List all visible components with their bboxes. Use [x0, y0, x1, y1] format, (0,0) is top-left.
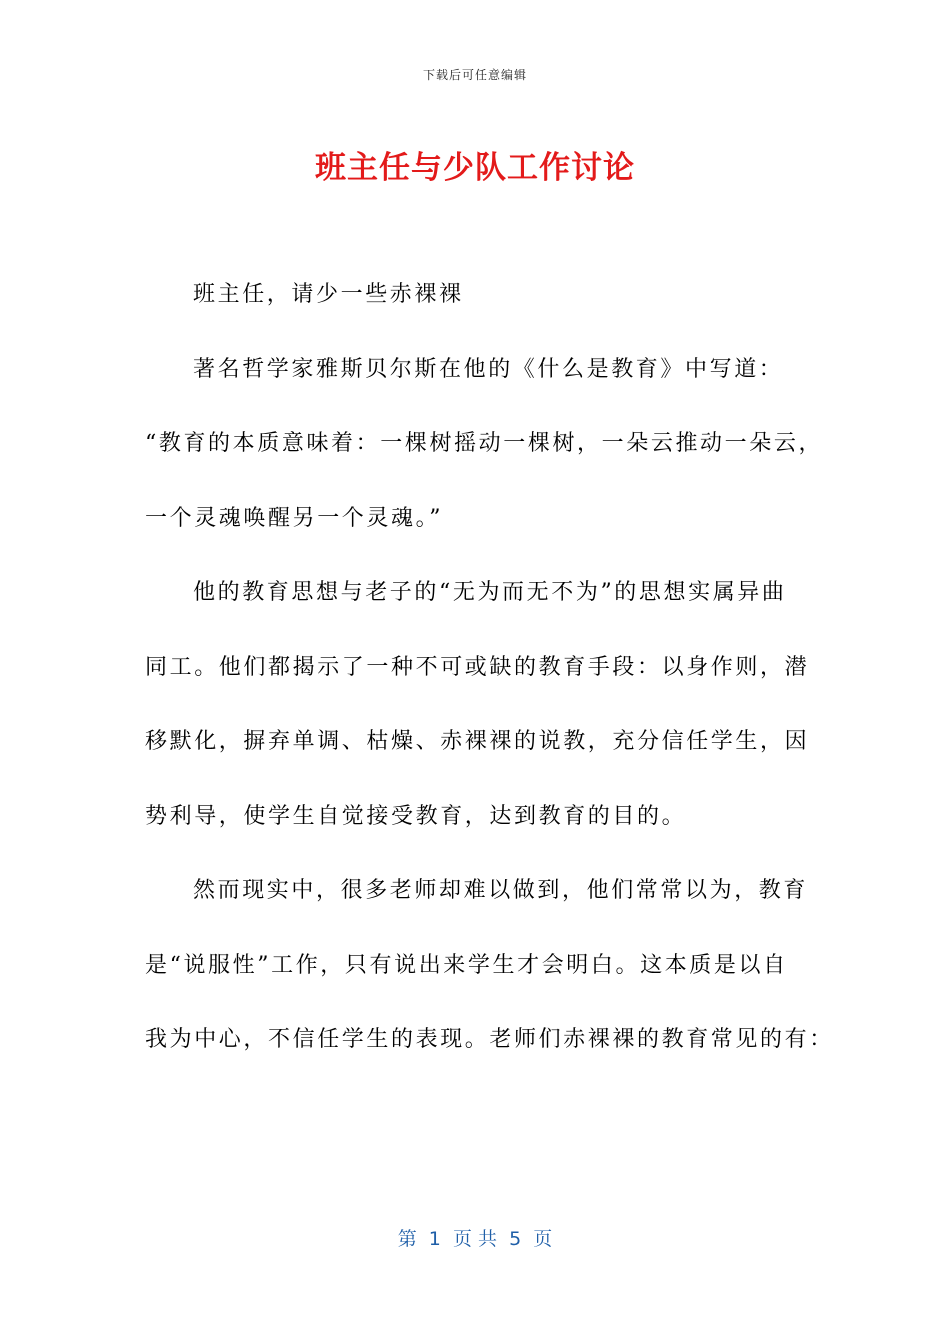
paragraph-line: 著名哲学家雅斯贝尔斯在他的《什么是教育》中写道： [193, 356, 784, 382]
paragraph-line: 他的教育思想与老子的“无为而无不为”的思想实属异曲 [193, 580, 787, 605]
paragraph-line: 是“说服性”工作，只有说出来学生才会明白。这本质是以自 [145, 952, 788, 978]
paragraph-line: “教育的本质意味着：一棵树摇动一棵树，一朵云推动一朵云， [145, 431, 824, 456]
header-note: 下载后可任意编辑 [422, 68, 527, 82]
document-body [145, 258, 834, 1078]
page-number-footer: 第 1 页 共 5 页 [397, 1228, 553, 1250]
paragraph-line: 一个灵魂唤醒另一个灵魂。” [145, 505, 444, 531]
paragraph-line: 同工。他们都揭示了一种不可或缺的教育手段：以身作则，潜 [145, 654, 810, 680]
paragraph-line: 班主任，请少一些赤裸裸 [193, 282, 464, 307]
paragraph-line: 然而现实中，很多老师却难以做到，他们常常以为，教育 [193, 878, 809, 903]
paragraph-line: 我为中心，不信任学生的表现。老师们赤裸裸的教育常见的有： [145, 1027, 834, 1052]
document-title: 班主任与少队工作讨论 [315, 150, 635, 186]
paragraph-line: 势利导，使学生自觉接受教育，达到教育的目的。 [145, 803, 687, 829]
paragraph-line: 移默化，摒弃单调、枯燥、赤裸裸的说教，充分信任学生，因 [145, 729, 810, 754]
